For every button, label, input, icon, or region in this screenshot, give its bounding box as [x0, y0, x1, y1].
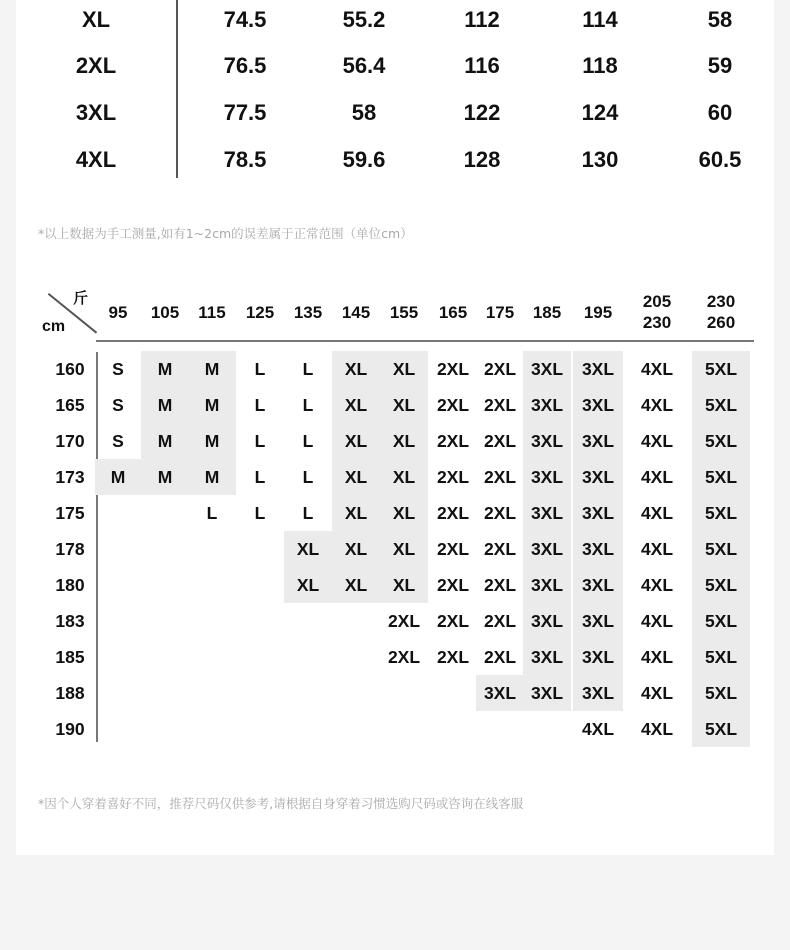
weight-range-top: 205	[642, 292, 672, 311]
weight-header: 145	[341, 303, 371, 322]
size-cell: 4XL	[640, 647, 674, 667]
size-cell: S	[112, 431, 124, 451]
measure-size-label: 4XL	[75, 147, 117, 172]
size-cell: 2XL	[436, 575, 470, 595]
weight-header: 115	[198, 303, 226, 322]
size-cell: 2XL	[483, 575, 517, 595]
size-cell: 3XL	[530, 647, 564, 667]
size-cell: 3XL	[530, 395, 564, 415]
size-cell: 4XL	[640, 359, 674, 379]
measure-value: 58	[707, 7, 733, 32]
size-cell: 5XL	[704, 719, 738, 739]
size-cell: 2XL	[483, 647, 517, 667]
size-cell: 3XL	[483, 683, 517, 703]
size-cell: XL	[344, 539, 368, 559]
measure-value: 116	[464, 53, 500, 78]
measure-value: 76.5	[223, 53, 267, 78]
measure-value: 112	[464, 7, 500, 32]
size-cell: L	[254, 395, 266, 415]
size-cell: L	[254, 431, 266, 451]
height-label: 180	[55, 575, 85, 595]
height-label: 178	[55, 539, 85, 559]
size-cell: XL	[344, 359, 368, 379]
weight-header: 105	[150, 303, 180, 322]
size-cell: 5XL	[704, 683, 738, 703]
size-cell: 2XL	[387, 611, 421, 631]
size-cell: S	[112, 395, 124, 415]
height-unit-label: cm	[42, 318, 66, 335]
size-cell: XL	[344, 503, 368, 523]
weight-header: 125	[245, 303, 275, 322]
weight-header: 195	[583, 303, 613, 322]
size-cell: M	[157, 467, 173, 487]
size-cell: 2XL	[483, 503, 517, 523]
size-cell: 3XL	[581, 467, 615, 487]
size-cell: M	[110, 467, 126, 487]
size-cell: 3XL	[581, 539, 615, 559]
measure-value: 128	[463, 147, 501, 172]
size-cell: 2XL	[436, 359, 470, 379]
measure-size-label: 3XL	[75, 100, 117, 125]
height-label: 160	[55, 359, 85, 379]
size-cell: 2XL	[436, 467, 470, 487]
size-cell: 5XL	[704, 503, 738, 523]
weight-header: 155	[389, 303, 419, 322]
height-label: 185	[55, 647, 85, 667]
measure-size-label: XL	[81, 7, 111, 32]
size-cell: XL	[296, 575, 320, 595]
header-rule	[96, 340, 754, 342]
measure-value: 55.2	[342, 7, 386, 32]
size-cell: XL	[392, 395, 416, 415]
size-cell: 2XL	[436, 395, 470, 415]
size-cell: 2XL	[483, 359, 517, 379]
size-cell: S	[112, 359, 124, 379]
measure-value: 77.5	[223, 100, 267, 125]
size-cell: 3XL	[530, 683, 564, 703]
size-cell: XL	[392, 503, 416, 523]
height-label: 173	[55, 467, 85, 487]
size-cell: 2XL	[483, 431, 517, 451]
size-cell: 2XL	[436, 611, 470, 631]
size-cell: XL	[392, 467, 416, 487]
size-cell: 3XL	[530, 503, 564, 523]
size-cell: 2XL	[483, 395, 517, 415]
height-label: 165	[55, 395, 85, 415]
weight-unit-label: 斤	[73, 290, 89, 307]
size-cell: 3XL	[581, 395, 615, 415]
weight-header: 185	[532, 303, 562, 322]
size-cell: 5XL	[704, 431, 738, 451]
size-cell: 2XL	[436, 431, 470, 451]
size-cell: XL	[344, 575, 368, 595]
size-cell: L	[206, 503, 218, 523]
size-cell: XL	[344, 431, 368, 451]
size-cell: M	[204, 431, 220, 451]
size-recommendation-grid	[16, 0, 774, 855]
size-cell: L	[302, 431, 314, 451]
size-cell: M	[204, 467, 220, 487]
height-label: 170	[55, 431, 85, 451]
size-cell: 5XL	[704, 467, 738, 487]
size-cell: XL	[392, 431, 416, 451]
measure-value: 130	[581, 147, 619, 172]
weight-header: 165	[438, 303, 468, 322]
measure-value: 59	[707, 53, 733, 78]
measure-value: 56.4	[342, 53, 386, 78]
size-cell: 4XL	[640, 683, 674, 703]
size-cell: XL	[392, 539, 416, 559]
height-label: 190	[55, 719, 85, 739]
size-cell: L	[302, 503, 314, 523]
measure-size-label: 2XL	[75, 53, 117, 78]
size-cell: 3XL	[530, 575, 564, 595]
size-cell: 3XL	[530, 611, 564, 631]
size-cell: 2XL	[483, 611, 517, 631]
size-cell: 2XL	[436, 539, 470, 559]
size-cell: L	[254, 467, 266, 487]
measure-value: 114	[582, 7, 618, 32]
size-cell: 3XL	[581, 611, 615, 631]
size-cell: 5XL	[704, 575, 738, 595]
size-cell: M	[157, 395, 173, 415]
measure-value: 59.6	[342, 147, 386, 172]
size-cell: 4XL	[581, 719, 615, 739]
height-label: 188	[55, 683, 85, 703]
size-chart-card	[16, 0, 774, 855]
size-cell: 3XL	[530, 359, 564, 379]
size-cell: 2XL	[483, 467, 517, 487]
size-cell: 3XL	[530, 467, 564, 487]
weight-header: 135	[293, 303, 323, 322]
size-cell: 4XL	[640, 575, 674, 595]
size-cell: 2XL	[387, 647, 421, 667]
measure-value: 118	[582, 53, 618, 78]
measure-value: 60.5	[698, 147, 742, 172]
size-cell: 2XL	[483, 539, 517, 559]
size-cell: 3XL	[581, 359, 615, 379]
size-cell: 3XL	[581, 431, 615, 451]
measure-value: 124	[581, 100, 619, 125]
size-cell: M	[157, 431, 173, 451]
weight-header: 95	[108, 303, 128, 322]
weight-range-header	[632, 291, 682, 333]
size-cell: 4XL	[640, 395, 674, 415]
size-cell: 3XL	[530, 539, 564, 559]
advice-note: *因个人穿着喜好不同，推荐尺码仅供参考,请根据自身穿着习惯选购尺码或咨询在线客服	[38, 796, 524, 811]
size-cell: L	[254, 359, 266, 379]
size-cell: XL	[296, 539, 320, 559]
size-cell: L	[302, 395, 314, 415]
weight-range-header	[696, 291, 746, 333]
measure-value: 74.5	[223, 7, 267, 32]
height-label: 183	[55, 611, 85, 631]
size-cell: 5XL	[704, 395, 738, 415]
size-cell: XL	[392, 575, 416, 595]
size-cell: XL	[344, 467, 368, 487]
size-cell: 3XL	[581, 683, 615, 703]
size-cell: 3XL	[581, 503, 615, 523]
size-cell: 5XL	[704, 539, 738, 559]
size-cell: L	[254, 503, 266, 523]
weight-range-bottom: 230	[642, 313, 672, 332]
size-cell: 4XL	[640, 503, 674, 523]
size-cell: M	[157, 359, 173, 379]
size-cell: 3XL	[530, 431, 564, 451]
size-cell: 5XL	[704, 359, 738, 379]
measure-value: 60	[707, 100, 733, 125]
measure-note: *以上数据为手工测量,如有1~2cm的误差属于正常范围（单位cm）	[38, 226, 413, 241]
height-label: 175	[55, 503, 85, 523]
weight-range-bottom: 260	[706, 313, 736, 332]
size-cell: 3XL	[581, 575, 615, 595]
size-cell: 4XL	[640, 467, 674, 487]
measure-value: 58	[351, 100, 377, 125]
size-cell: L	[302, 359, 314, 379]
size-cell: XL	[344, 395, 368, 415]
size-cell: 4XL	[640, 431, 674, 451]
size-cell: 5XL	[704, 611, 738, 631]
size-cell: M	[204, 395, 220, 415]
size-cell: 4XL	[640, 611, 674, 631]
size-cell: 2XL	[436, 647, 470, 667]
size-cell: 4XL	[640, 539, 674, 559]
size-cell: XL	[392, 359, 416, 379]
weight-range-top: 230	[706, 292, 736, 311]
weight-header: 175	[485, 303, 515, 322]
size-cell: 5XL	[704, 647, 738, 667]
size-cell: 3XL	[581, 647, 615, 667]
size-cell: M	[204, 359, 220, 379]
measure-value: 78.5	[223, 147, 267, 172]
measure-value: 122	[463, 100, 501, 125]
size-cell: 2XL	[436, 503, 470, 523]
size-cell: 4XL	[640, 719, 674, 739]
size-cell: L	[302, 467, 314, 487]
